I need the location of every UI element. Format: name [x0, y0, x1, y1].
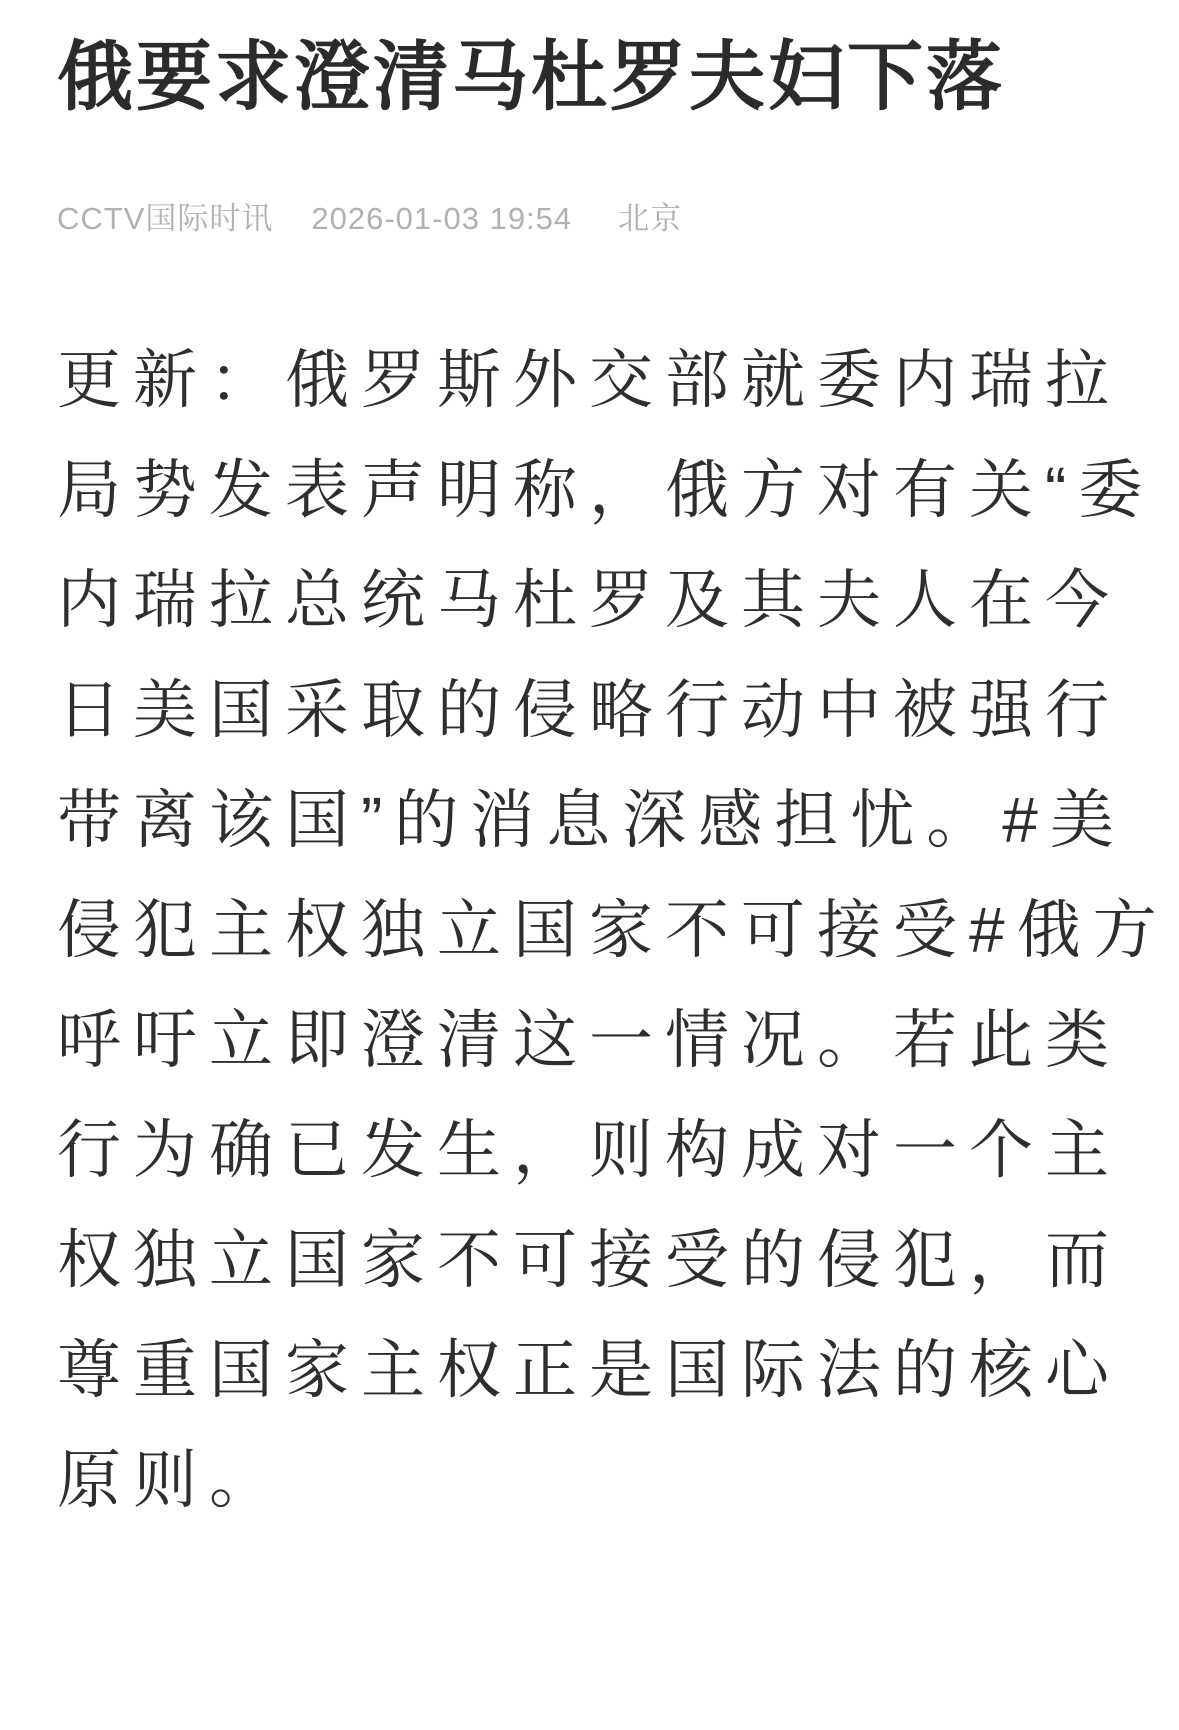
body-line: 日美国采取的侵略行动中被强行: [57, 674, 1121, 747]
body-line: 更新：俄罗斯外交部就委内瑞拉: [57, 344, 1121, 417]
body-line: 行为确已发生，则构成对一个主: [57, 1114, 1121, 1187]
article-datetime: 2026-01-03 19:54: [311, 201, 573, 237]
body-line: 局势发表声明称，俄方对有关“委: [57, 454, 1155, 527]
body-line: 呼吁立即澄清这一情况。若此类: [57, 1004, 1121, 1077]
body-line: 带离该国”的消息深感担忧。#美: [57, 784, 1126, 857]
article-meta: [57, 200, 1122, 237]
body-line: 内瑞拉总统马杜罗及其夫人在今: [57, 564, 1121, 637]
body-line: 侵犯主权独立国家不可接受#俄方: [57, 894, 1169, 967]
body-line: 原则。: [57, 1444, 285, 1517]
article-title: 俄要求澄清马杜罗夫妇下落: [57, 35, 1005, 120]
article-body: [57, 325, 1169, 1535]
body-line: 尊重国家主权正是国际法的核心: [57, 1334, 1121, 1407]
article-location: 北京: [618, 201, 683, 237]
body-line: 权独立国家不可接受的侵犯，而: [57, 1224, 1121, 1297]
article-source: CCTV国际时讯: [57, 201, 274, 237]
